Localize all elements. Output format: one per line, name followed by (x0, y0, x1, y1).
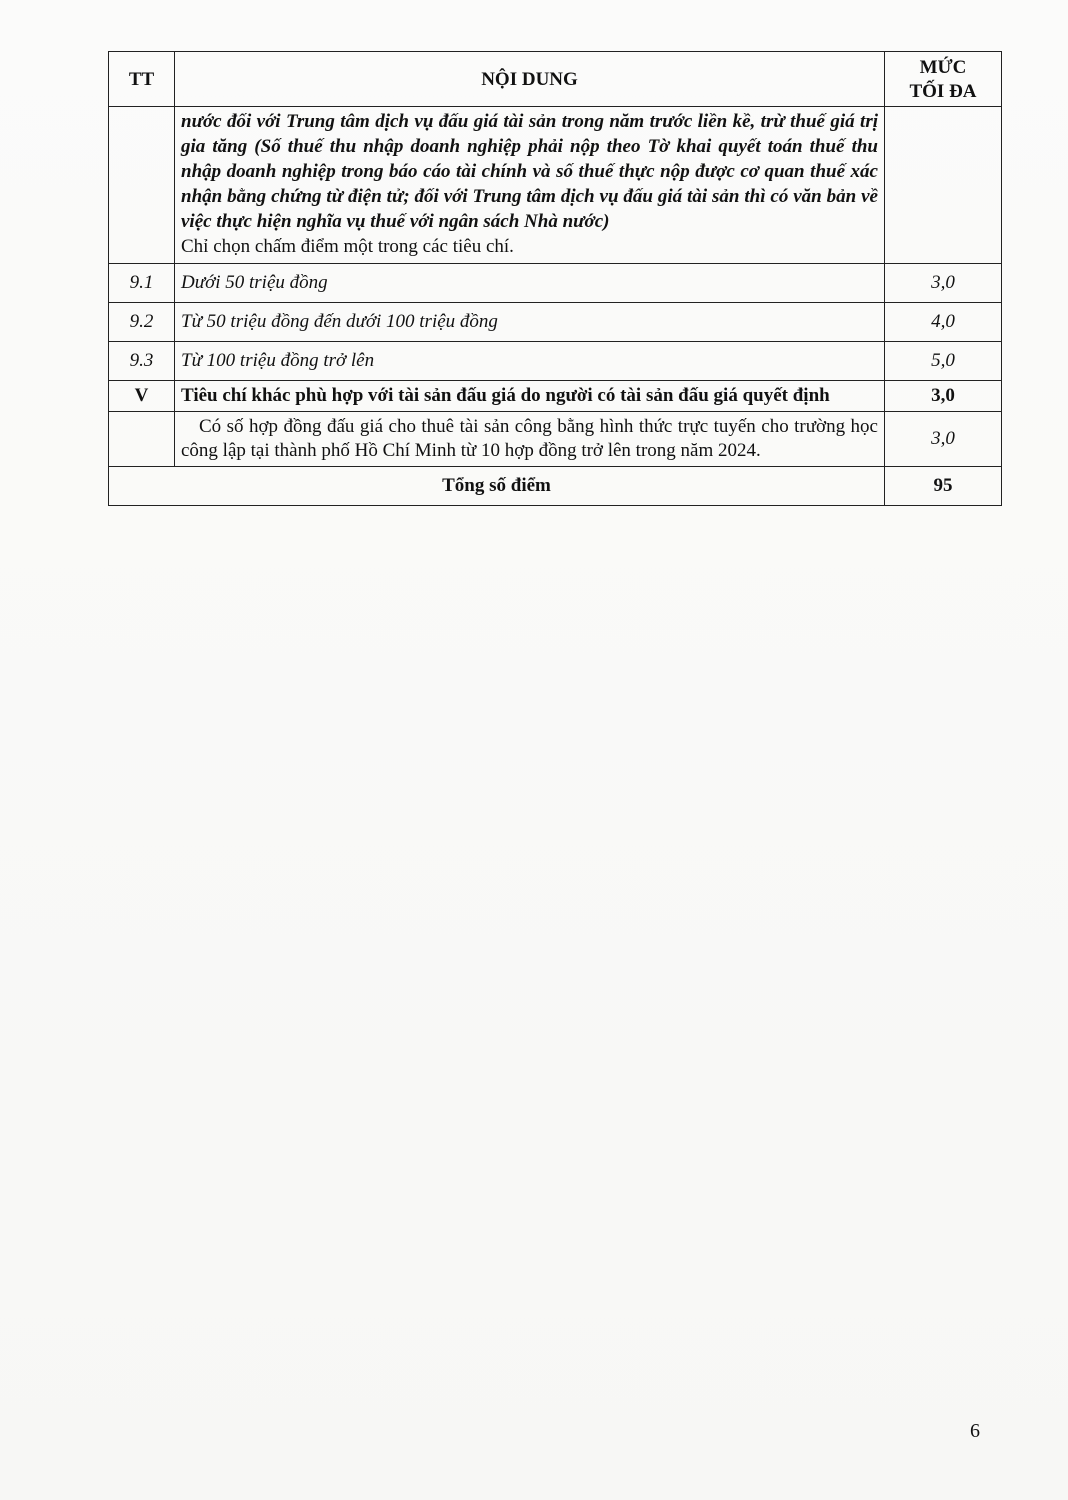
row-content: Dưới 50 triệu đồng (175, 264, 885, 303)
row-content: Có số hợp đồng đấu giá cho thuê tài sản công bằng hình thức trực tuyến cho trường học công lập tại thành phố Hồ Chí Minh từ 10 hợp đồng trở lên trong năm 2024. (175, 412, 885, 467)
row-tt (109, 412, 175, 467)
scoring-table (108, 51, 1002, 506)
row-value (885, 107, 1002, 264)
continuation-note: Chỉ chọn chấm điểm một trong các tiêu chí. (181, 236, 514, 257)
table-header-row (109, 52, 1002, 107)
header-tt: TT (109, 52, 175, 107)
header-max-line1: MỨC (919, 57, 967, 78)
table-row-continuation (109, 107, 1002, 264)
header-max-score (885, 52, 1002, 107)
row-value: 3,0 (885, 412, 1002, 467)
total-value: 95 (885, 467, 1002, 506)
table-row-total (109, 467, 1002, 506)
row-value: 3,0 (885, 264, 1002, 303)
page-number: 6 (970, 1420, 980, 1442)
row-tt: 9.3 (109, 342, 175, 381)
row-content: Tiêu chí khác phù hợp với tài sản đấu giá do người có tài sản đấu giá quyết định (175, 381, 885, 412)
row-value: 4,0 (885, 303, 1002, 342)
total-label: Tổng số điểm (109, 467, 885, 506)
table-row-V (109, 381, 1002, 412)
table-row-9-1 (109, 264, 1002, 303)
row-tt: 9.1 (109, 264, 175, 303)
row-tt (109, 107, 175, 264)
header-max-line2: TỐI ĐA (909, 81, 977, 102)
row-value: 5,0 (885, 342, 1002, 381)
table-row-9-2 (109, 303, 1002, 342)
row-tt: 9.2 (109, 303, 175, 342)
row-content (175, 107, 885, 264)
table-row-9-3 (109, 342, 1002, 381)
header-content: NỘI DUNG (175, 52, 885, 107)
row-value: 3,0 (885, 381, 1002, 412)
continuation-text: nước đối với Trung tâm dịch vụ đấu giá tài sản trong năm trước liền kề, trừ thuế giá trị gia tăng (Số thuế thu nhập doanh nghiệp phải nộp theo Tờ khai quyết toán thuế thu nhập doanh nghiệp trong báo cáo tài chính và số thuế thực nộp được cơ quan thuế xác nhận bằng chứng từ điện tử; đối với Trung tâm dịch vụ đấu giá tài sản thì có văn bản về việc thực hiện nghĩa vụ thuế với ngân sách Nhà nước) (181, 111, 878, 232)
row-content: Từ 50 triệu đồng đến dưới 100 triệu đồng (175, 303, 885, 342)
row-tt: V (109, 381, 175, 412)
table-row-V-criterion (109, 412, 1002, 467)
row-content: Từ 100 triệu đồng trở lên (175, 342, 885, 381)
